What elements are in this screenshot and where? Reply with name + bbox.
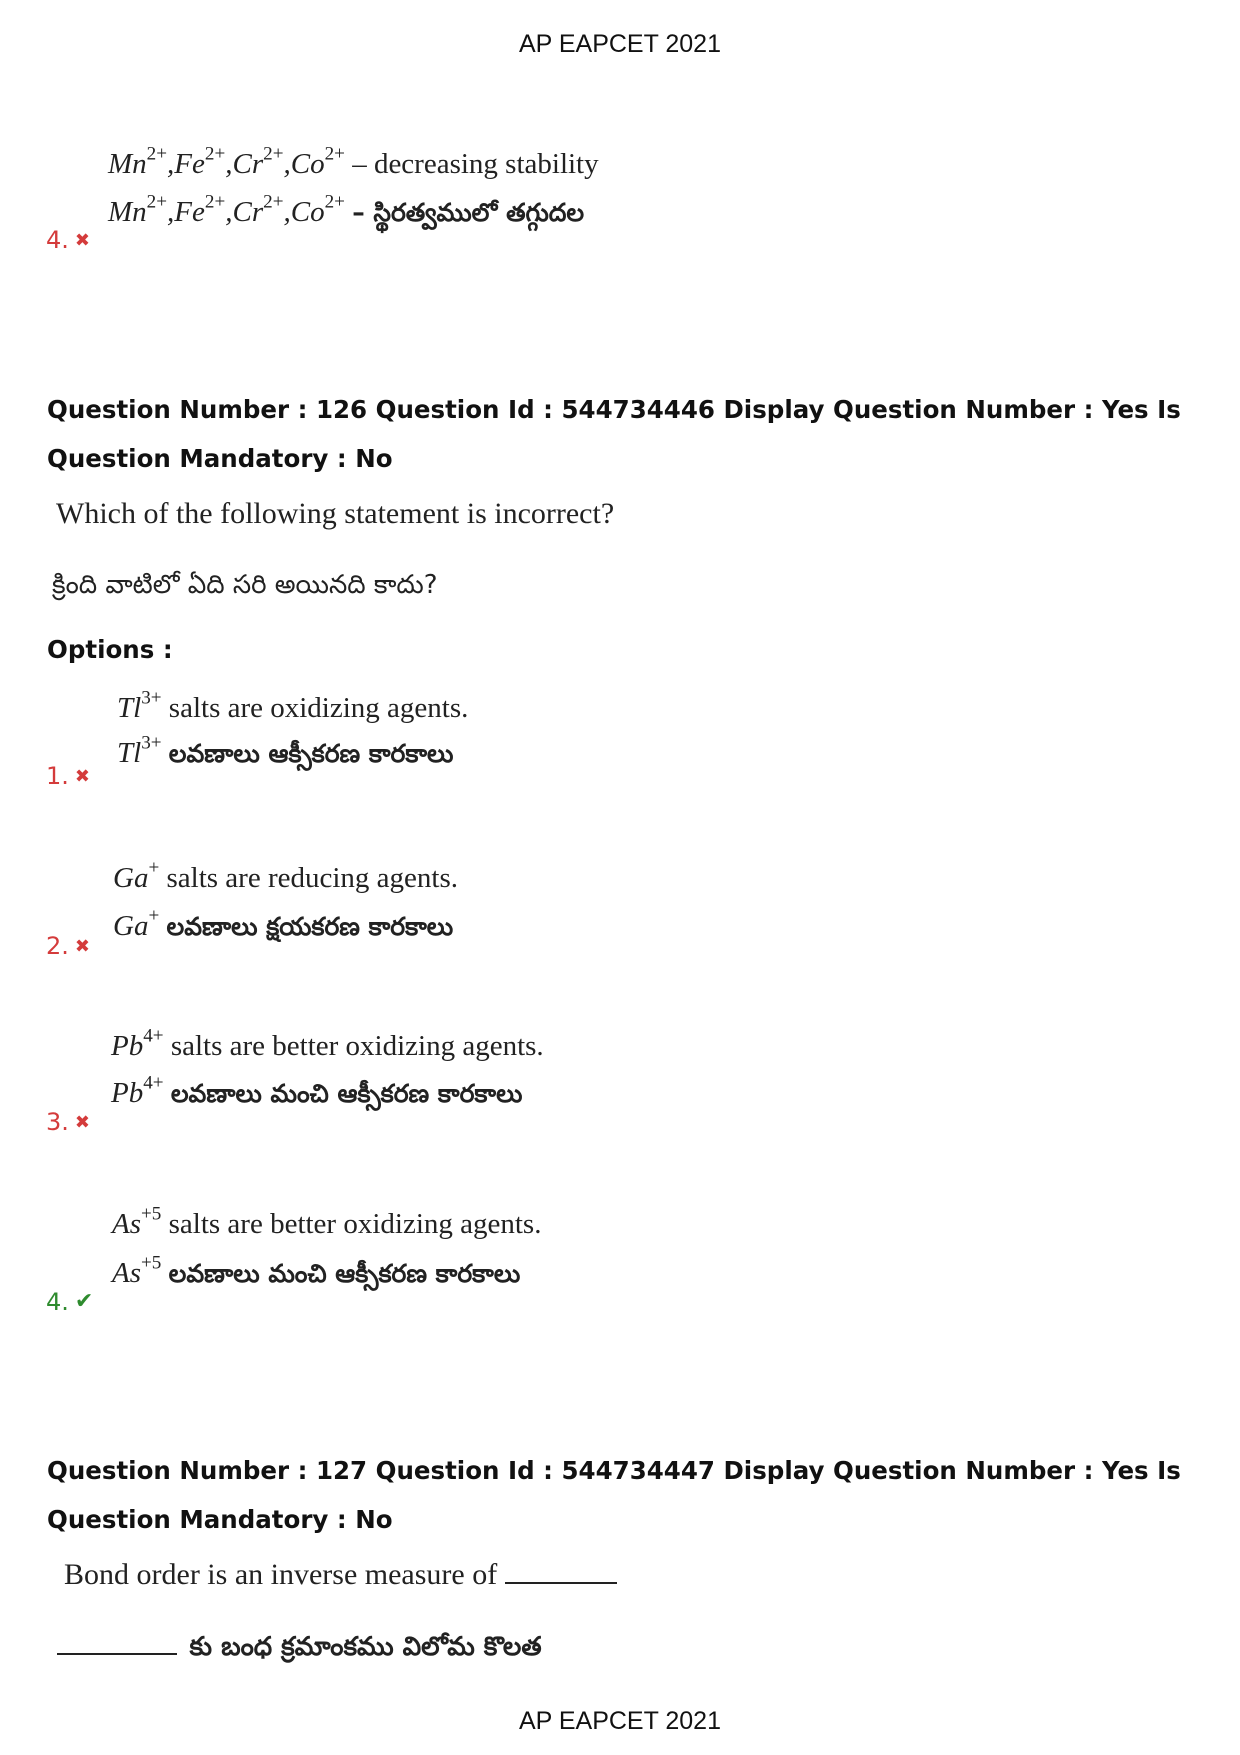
prev-option-line-en: $Mn^{2+},Fe^{2+},Cr^{2+},Co^{2+}$ – decreasing stability (108, 143, 599, 180)
question-127-text-te-row (57, 1632, 542, 1668)
prev-option-line-te: $Mn^{2+},Fe^{2+},Cr^{2+},Co^{2+}$ – స్థిరత్వములో తగ్గుదల (108, 191, 585, 228)
option-1-te: $Tl^{3+}$ లవణాలు ఆక్సీకరణ కారకాలు (117, 732, 454, 769)
option-1-en: $Tl^{3+}$ salts are oxidizing agents. (117, 687, 469, 724)
cross-icon: ✖ (74, 1112, 90, 1133)
option-3-number: 3. ✖ (46, 1108, 90, 1136)
page-footer: AP EAPCET 2021 (519, 1707, 721, 1735)
answer-blank (505, 1582, 617, 1584)
option-2-number: 2. ✖ (46, 932, 90, 960)
option-4-te: $As^{+5}$ లవణాలు మంచి ఆక్సీకరణ కారకాలు (112, 1252, 521, 1289)
ion-co: Co (290, 148, 325, 180)
prev-option-number: 4. ✖ (46, 226, 90, 254)
option-2-te: Ga+ లవణాలు క్షయకరణ కారకాలు (113, 905, 454, 942)
option-3-en: $Pb^{4+}$ salts are better oxidizing agents. (111, 1025, 544, 1062)
check-icon: ✔ (74, 1289, 94, 1314)
cross-icon: ✖ (74, 936, 90, 957)
options-label: Options : (47, 635, 173, 664)
ion-fe: Fe (174, 148, 205, 180)
option-2-en: Ga+ salts are reducing agents. (113, 857, 459, 894)
option-4-en: $As^{+5}$ salts are better oxidizing agents. (112, 1203, 542, 1240)
cross-icon: ✖ (74, 230, 90, 251)
option-3-te: $Pb^{4+}$ లవణాలు మంచి ఆక్సీకరణ కారకాలు (111, 1072, 523, 1109)
answer-blank (57, 1653, 177, 1655)
question-126-header: Question Number : 126 Question Id : 544734446 Display Question Number : Yes Is Question Mandatory : No (47, 395, 1181, 473)
option-1-number: 1. ✖ (46, 762, 90, 790)
prev-option-text-te: – స్థిరత్వములో తగ్గుదల (352, 198, 585, 227)
question-127-text-te: కు బంధ క్రమాంకము విలోమ కొలత (189, 1632, 542, 1662)
question-127-header: Question Number : 127 Question Id : 544734447 Display Question Number : Yes Is Question Mandatory : No (47, 1456, 1181, 1534)
question-126-text-te: క్రింది వాటిలో ఏది సరి అయినది కాదు? (52, 570, 438, 600)
prev-option-text-en: – decreasing stability (352, 148, 599, 180)
cross-icon: ✖ (74, 766, 90, 787)
ion-mn: Mn (108, 148, 147, 180)
ion-cr: Cr (232, 148, 264, 180)
page-header: AP EAPCET 2021 (519, 30, 721, 58)
question-126-text-en: Which of the following statement is incorrect? (56, 497, 615, 530)
option-4-number: 4. ✔ (46, 1288, 94, 1316)
question-127-text-en: Bond order is an inverse measure of (64, 1558, 617, 1592)
